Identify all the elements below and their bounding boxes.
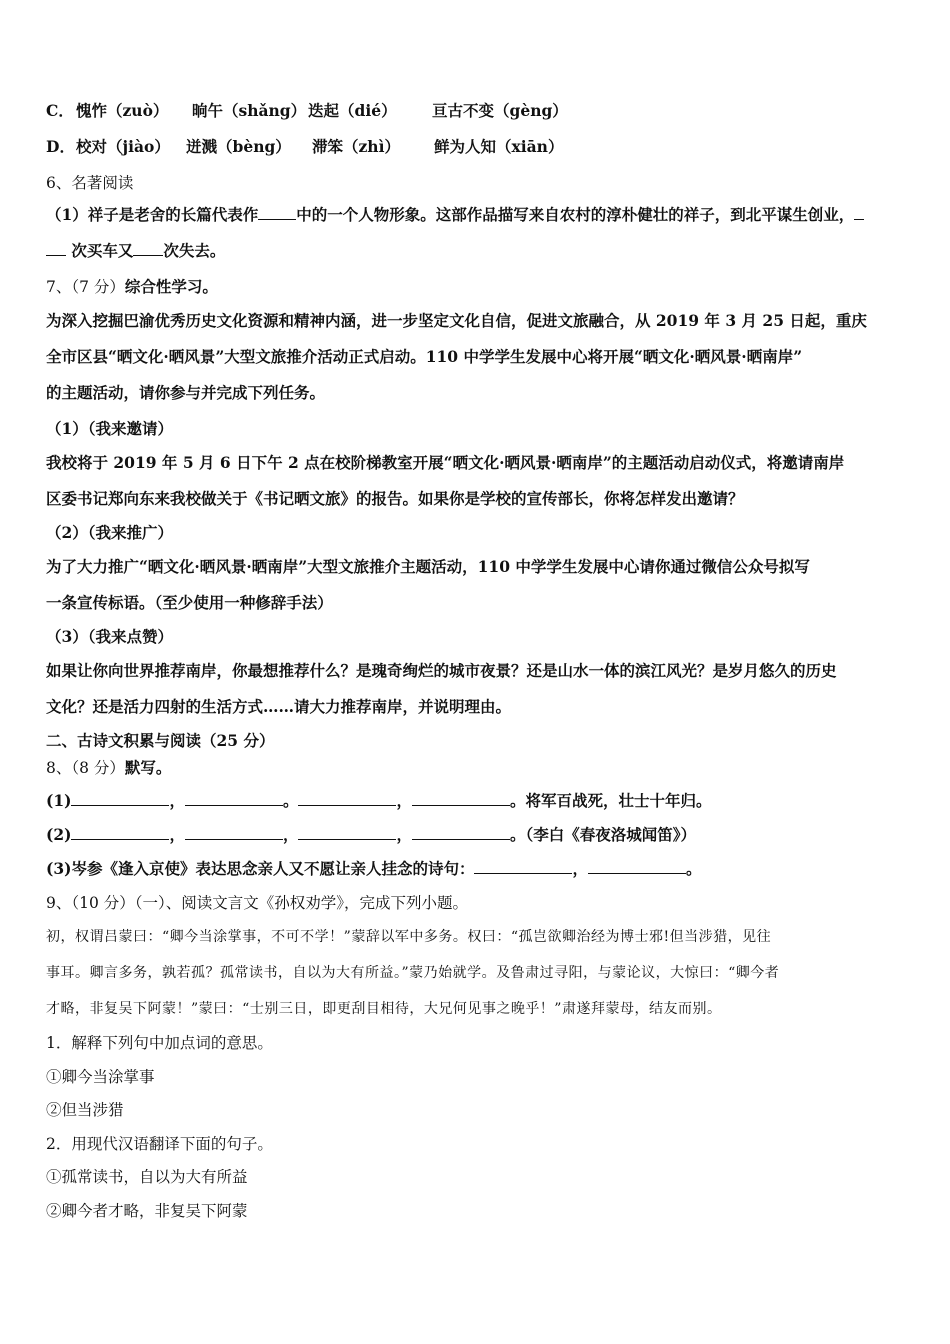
q7-s3-line: 如果让你向世界推荐南岸，你最想推荐什么？是瑰奇绚烂的城市夜景？还是山水一体的滨江风光？是岁月悠久的历史 xyxy=(46,661,837,680)
q9-passage-line: 才略，非复吴下阿蒙！”蒙曰：“士别三日，即更刮目相待，大兄何见事之晚乎！”肃遂拜蒙母，结友而别。 xyxy=(46,1001,722,1017)
q9-passage-line: 事耳。卿言多务，孰若孤？孤常读书，自以为大有所益。”蒙乃始就学。及鲁肃过寻阳，与蒙论议，大惊曰：“卿今者 xyxy=(46,965,780,981)
q9-sub2-item: ①孤常读书，自以为大有所益 xyxy=(46,1168,248,1186)
answer-blank[interactable] xyxy=(588,859,686,874)
q9-sub1-item: ①卿今当涂掌事 xyxy=(46,1068,155,1086)
punct: ， xyxy=(396,825,412,844)
punct: 。 xyxy=(510,825,526,844)
q7-s1-line: 区委书记郑向东来我校做关于《书记晒文旅》的报告。如果你是学校的宣传部长，你将怎样发出邀请？ xyxy=(46,489,744,508)
q6-text: 次买车又 xyxy=(66,241,134,260)
answer-blank[interactable] xyxy=(412,791,510,806)
punct: 。 xyxy=(685,859,702,878)
punct: 。 xyxy=(510,791,526,810)
q7-s1-line: 我校将于 2019 年 5 月 6 日下午 2 点在校阶梯教室开展“晒文化·晒风景·晒南岸”的主题活动启动仪式，将邀请南岸 xyxy=(46,453,845,472)
q7-intro-line: 的主题活动，请你参与并完成下列任务。 xyxy=(46,383,326,402)
answer-blank[interactable] xyxy=(298,791,396,806)
q7-title xyxy=(46,276,218,298)
option-item: 迸溅（bèng） xyxy=(186,137,291,156)
q8-text: （李白《春夜洛城闻笛》） xyxy=(525,825,697,844)
q7-heading: 综合性学习。 xyxy=(124,277,218,296)
q7-number: 7、（7 分） xyxy=(46,278,125,296)
punct: ， xyxy=(169,791,185,810)
answer-blank[interactable] xyxy=(474,859,572,874)
answer-blank[interactable] xyxy=(71,825,169,840)
answer-blank[interactable] xyxy=(185,791,283,806)
q8-title xyxy=(46,757,171,779)
q7-s3-title: （3）（我来点赞） xyxy=(46,627,174,646)
q8-line3 xyxy=(46,858,702,880)
option-label: C． xyxy=(46,101,74,120)
q9-sub1-item: ②但当涉猎 xyxy=(46,1101,124,1119)
option-item: 亘古不变（gèng） xyxy=(432,101,568,120)
answer-blank[interactable] xyxy=(185,825,283,840)
q8-item-num: (2) xyxy=(46,825,72,844)
q6-line1 xyxy=(46,204,864,226)
option-item: 滞笨（zhì） xyxy=(312,137,400,156)
q9-sub2-item: ②卿今者才略，非复吴下阿蒙 xyxy=(46,1202,248,1220)
q9-sub1: 1．解释下列句中加点词的意思。 xyxy=(46,1034,273,1052)
q9-title: 9、（10 分）（一）、阅读文言文《孙权劝学》，完成下列小题。 xyxy=(46,894,469,912)
answer-blank[interactable] xyxy=(133,241,163,256)
option-label: D． xyxy=(46,137,75,156)
q7-s3-line: 文化？还是活力四射的生活方式……请大力推荐南岸，并说明理由。 xyxy=(46,697,512,716)
answer-blank[interactable] xyxy=(854,205,864,220)
option-item: 鲜为人知（xiān） xyxy=(434,137,564,156)
q9-passage-line: 初，权谓吕蒙曰：“卿今当涂掌事，不可不学！”蒙辞以军中多务。权曰：“孤岂欲卿治经为博士邪!但当涉猎，见往 xyxy=(46,929,772,945)
option-item: 迭起（dié） xyxy=(308,101,397,120)
option-item: 校对（jiào） xyxy=(76,137,170,156)
q8-heading: 默写。 xyxy=(124,758,172,777)
answer-blank[interactable] xyxy=(412,825,510,840)
option-item: 愧怍（zuò） xyxy=(76,101,169,120)
q8-text: (3)岑参《逢入京使》表达思念亲人又不愿让亲人挂念的诗句： xyxy=(46,859,475,878)
punct: ， xyxy=(572,859,588,878)
punct: ， xyxy=(169,825,185,844)
q7-intro-line: 为深入挖掘巴渝优秀历史文化资源和精神内涵，进一步坚定文化自信，促进文旅融合，从 2019 年 3 月 25 日起，重庆 xyxy=(46,311,867,330)
q7-s1-title: （1）（我来邀请） xyxy=(46,419,174,438)
q8-number: 8、（8 分） xyxy=(46,759,125,777)
q7-s2-line: 一条宣传标语。（至少使用一种修辞手法） xyxy=(46,593,333,612)
punct: ， xyxy=(396,791,412,810)
q8-line1 xyxy=(46,790,712,812)
q8-text: 将军百战死，壮士十年归。 xyxy=(525,791,712,810)
punct: 。 xyxy=(282,791,299,810)
q6-text: 次失去。 xyxy=(163,241,226,260)
q8-line2 xyxy=(46,824,696,846)
answer-blank[interactable] xyxy=(298,825,396,840)
q6-line2 xyxy=(46,240,225,262)
q6-text: （1）祥子是老舍的长篇代表作 xyxy=(46,205,259,224)
option-item: 晌午（shǎng） xyxy=(192,101,307,120)
q6-text: 中的一个人物形象。这部作品描写来自农村的淳朴健壮的祥子，到北平谋生创业， xyxy=(296,205,855,224)
q8-item-num: (1) xyxy=(46,791,72,810)
q6-title: 6、名著阅读 xyxy=(46,174,134,192)
q7-intro-line: 全市区县“晒文化·晒风景”大型文旅推介活动正式启动。110 中学学生发展中心将开展“晒文化·晒风景·晒南岸” xyxy=(46,347,803,366)
punct: ， xyxy=(282,825,299,844)
answer-blank[interactable] xyxy=(258,205,296,220)
section-2-title: 二、古诗文积累与阅读（25 分） xyxy=(46,731,275,750)
answer-blank[interactable] xyxy=(46,241,66,256)
q9-sub2: 2．用现代汉语翻译下面的句子。 xyxy=(46,1135,273,1153)
q7-s2-title: （2）（我来推广） xyxy=(46,523,174,542)
answer-blank[interactable] xyxy=(71,791,169,806)
q7-s2-line: 为了大力推广“晒文化·晒风景·晒南岸”大型文旅推介主题活动，110 中学学生发展中心请你通过微信公众号拟写 xyxy=(46,557,810,576)
